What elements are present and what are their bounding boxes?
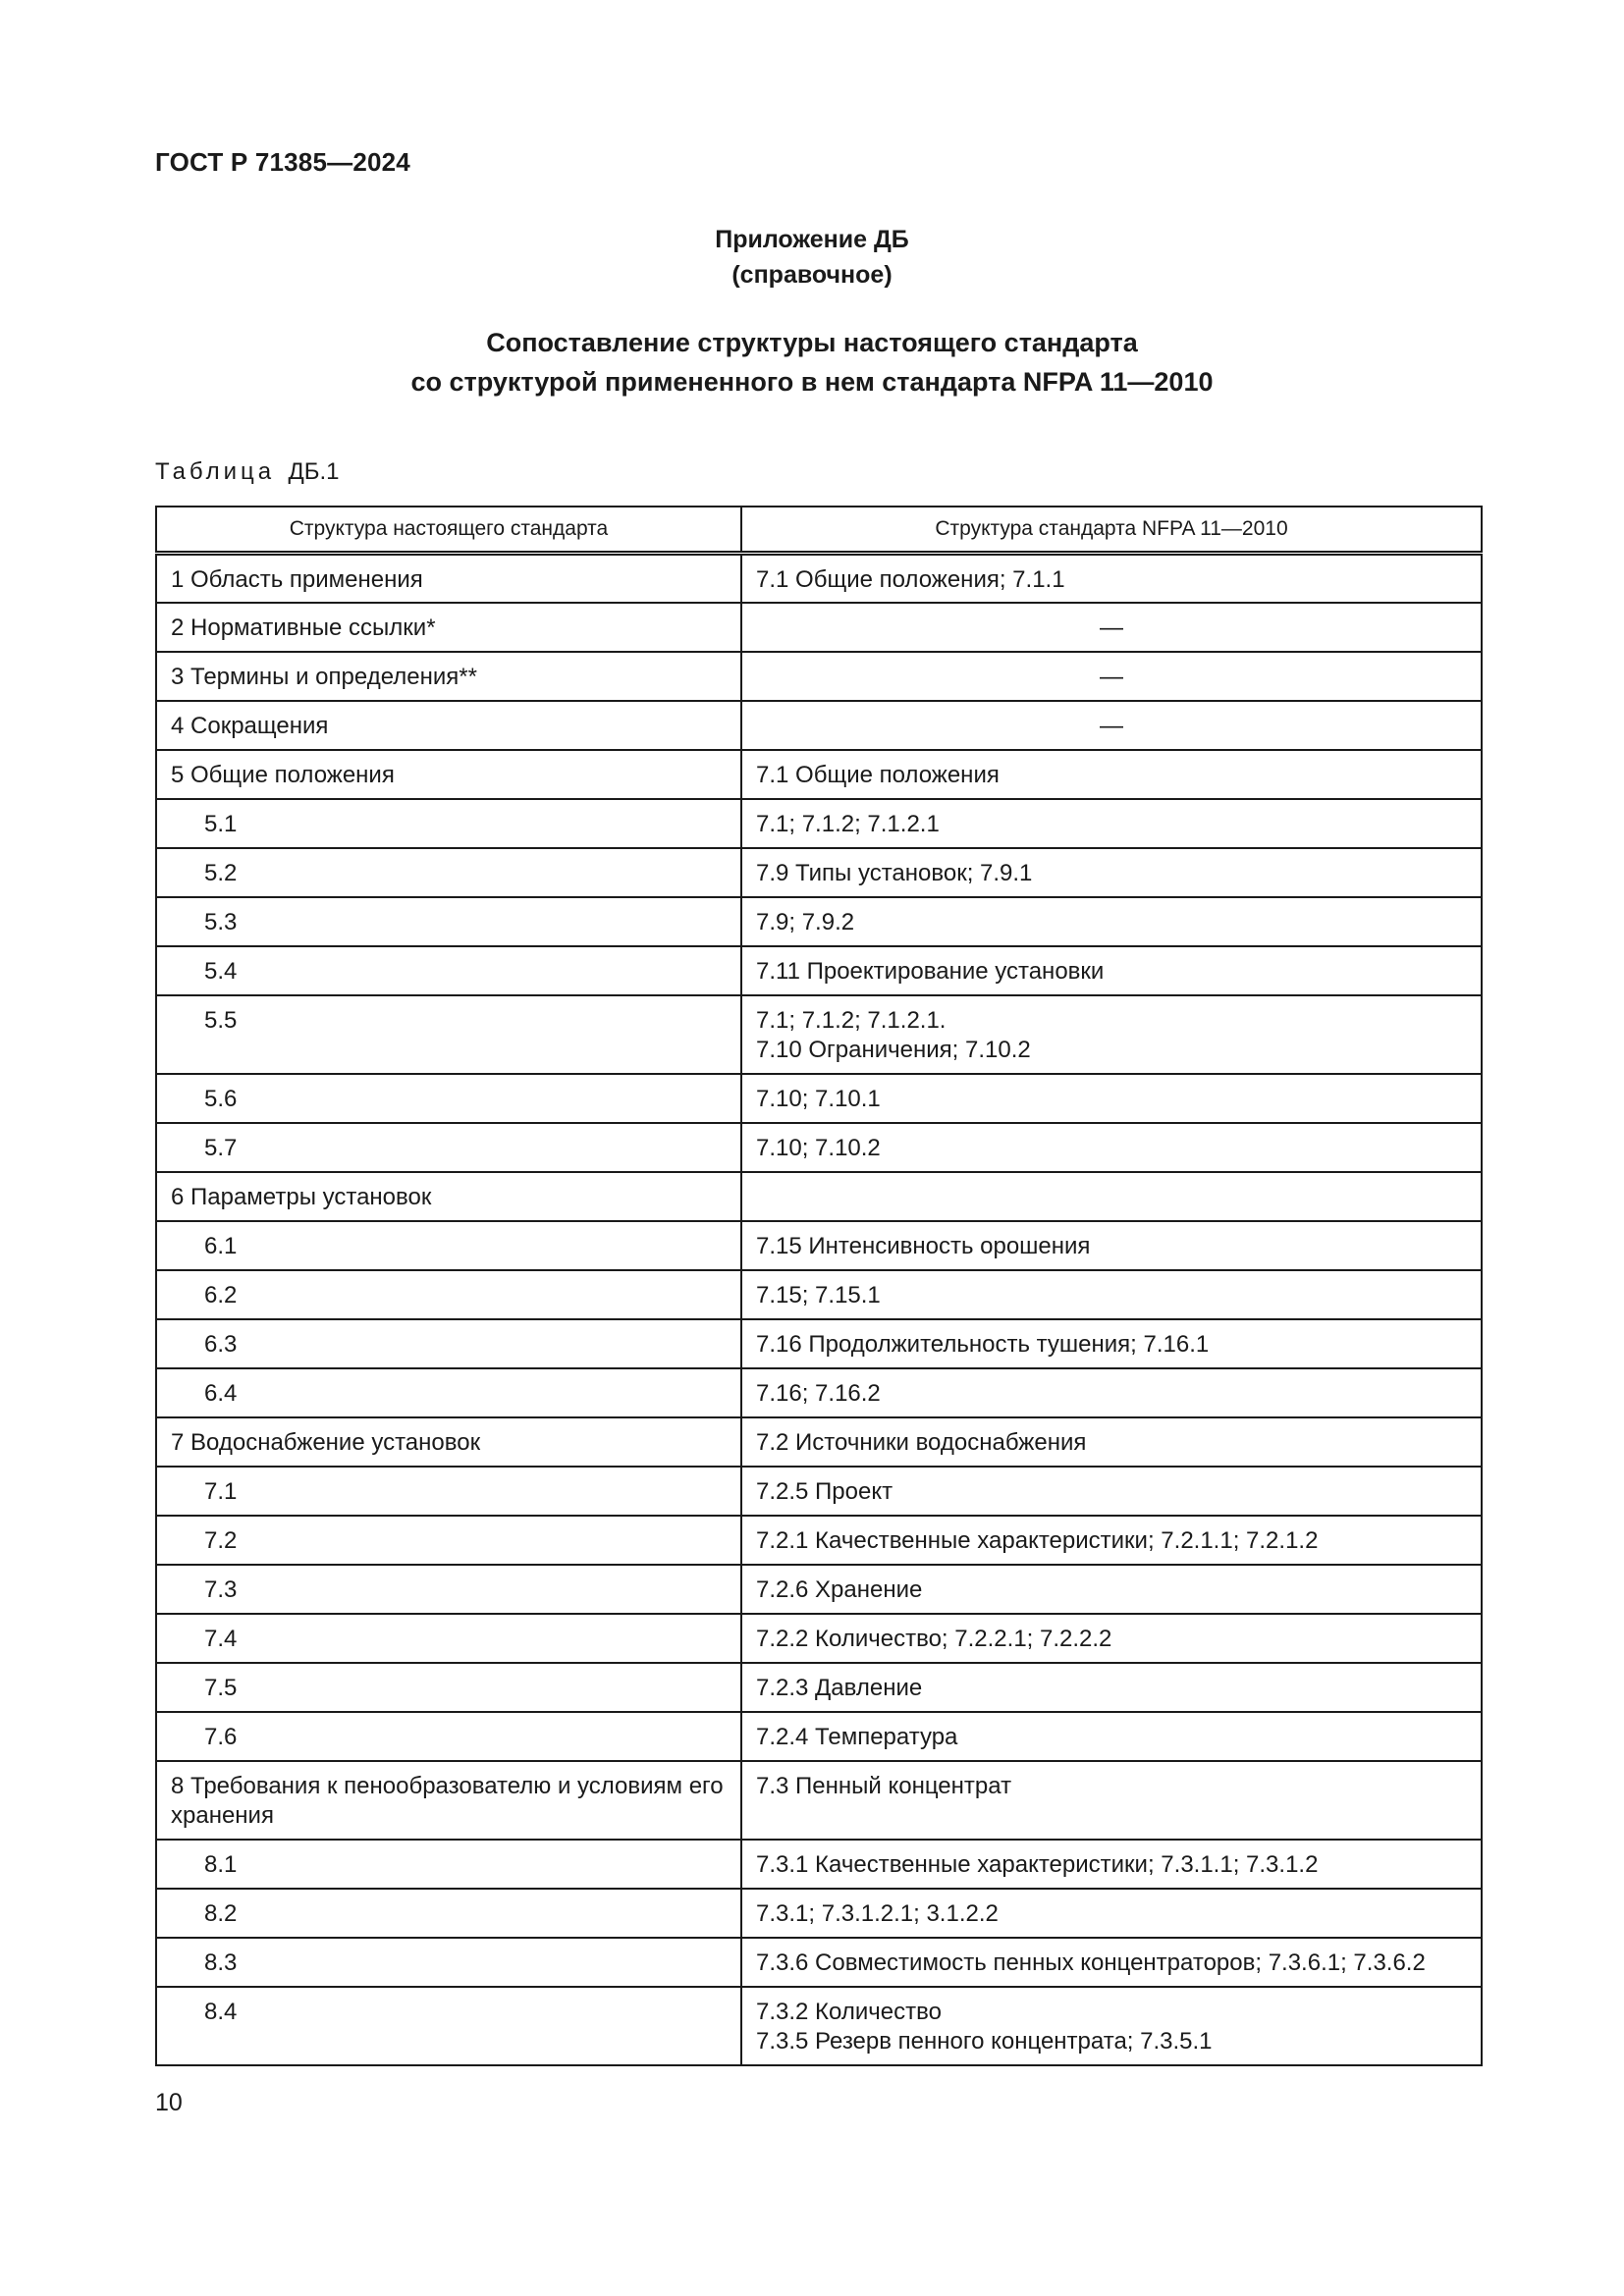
- cell-nfpa-standard: [741, 1987, 1482, 2065]
- cell-nfpa-standard: [741, 848, 1482, 897]
- cell-current-standard: 7.1: [156, 1467, 741, 1516]
- cell-line: 7.1 Общие положения: [756, 761, 1000, 788]
- cell-line: 7.3.1; 7.3.1.2.1; 3.1.2.2: [756, 1899, 999, 1927]
- cell-line: 7.2.4 Температура: [756, 1723, 958, 1750]
- cell-line: 7.2 Источники водоснабжения: [756, 1428, 1087, 1456]
- cell-line: 7.2.6 Хранение: [756, 1575, 923, 1603]
- cell-nfpa-standard: [741, 799, 1482, 848]
- table-row: [156, 1938, 1482, 1987]
- cell-current-standard: 8.3: [156, 1938, 741, 1987]
- cell-current-standard: 7.5: [156, 1663, 741, 1712]
- cell-line: 7.2.2 Количество; 7.2.2.1; 7.2.2.2: [756, 1625, 1112, 1652]
- cell-line: 7.2.3 Давление: [756, 1674, 923, 1701]
- table-body: [156, 554, 1482, 2065]
- cell-line: 7.11 Проектирование установки: [756, 957, 1105, 985]
- cell-nfpa-standard: [741, 701, 1482, 750]
- table-row: [156, 1516, 1482, 1565]
- cell-current-standard: 3 Термины и определения**: [156, 652, 741, 701]
- cell-current-standard: 5.4: [156, 946, 741, 995]
- cell-current-standard: 5.7: [156, 1123, 741, 1172]
- cell-nfpa-standard: [741, 1123, 1482, 1172]
- cell-line: 7.1; 7.1.2; 7.1.2.1: [756, 810, 940, 837]
- cell-line: —: [1100, 614, 1123, 641]
- cell-line: 7.3.6 Совместимость пенных концентраторов; 7.3.6.1; 7.3.6.2: [756, 1949, 1426, 1976]
- table-row: [156, 701, 1482, 750]
- table-row: [156, 1712, 1482, 1761]
- table-row: [156, 1123, 1482, 1172]
- cell-current-standard: 1 Область применения: [156, 554, 741, 603]
- column-header-current-standard: Структура настоящего стандарта: [156, 507, 741, 554]
- cell-nfpa-standard: [741, 652, 1482, 701]
- appendix-kind: (справочное): [731, 261, 893, 289]
- cell-nfpa-standard: [741, 1417, 1482, 1467]
- cell-nfpa-standard: [741, 1467, 1482, 1516]
- table-row: [156, 1417, 1482, 1467]
- cell-line: 7.2.5 Проект: [756, 1477, 893, 1505]
- cell-current-standard: 5.6: [156, 1074, 741, 1123]
- cell-nfpa-standard: [741, 1319, 1482, 1368]
- cell-current-standard: 6.2: [156, 1270, 741, 1319]
- cell-line: 7.15; 7.15.1: [756, 1281, 881, 1308]
- cell-current-standard: 7.3: [156, 1565, 741, 1614]
- table-row: [156, 603, 1482, 652]
- cell-line: 7.10; 7.10.2: [756, 1134, 881, 1161]
- cell-line: —: [1100, 663, 1123, 690]
- cell-nfpa-standard: [741, 995, 1482, 1074]
- table-row: [156, 1889, 1482, 1938]
- table-row: [156, 946, 1482, 995]
- cell-nfpa-standard: [741, 1663, 1482, 1712]
- cell-line: 7.1; 7.1.2; 7.1.2.1.: [756, 1006, 947, 1034]
- cell-line: 7.2.1 Качественные характеристики; 7.2.1.1; 7.2.1.2: [756, 1526, 1319, 1554]
- table-row: [156, 1987, 1482, 2065]
- cell-nfpa-standard: [741, 1761, 1482, 1840]
- cell-nfpa-standard: [741, 750, 1482, 799]
- cell-nfpa-standard: [741, 1712, 1482, 1761]
- table-row: [156, 897, 1482, 946]
- cell-nfpa-standard: [741, 1368, 1482, 1417]
- table-row: [156, 750, 1482, 799]
- table-row: [156, 1221, 1482, 1270]
- table-row: [156, 1840, 1482, 1889]
- cell-current-standard: 6.3: [156, 1319, 741, 1368]
- cell-nfpa-standard: [741, 1614, 1482, 1663]
- table-row: [156, 1270, 1482, 1319]
- cell-line: 7.10; 7.10.1: [756, 1085, 881, 1112]
- table-caption-word: Таблица: [155, 458, 276, 485]
- heading-line-1: Сопоставление структуры настоящего стандарта: [486, 328, 1138, 357]
- cell-nfpa-standard: [741, 1516, 1482, 1565]
- cell-current-standard: 7.4: [156, 1614, 741, 1663]
- cell-current-standard: 6.4: [156, 1368, 741, 1417]
- table-caption-number: ДБ.1: [288, 458, 340, 485]
- table-caption: [155, 458, 339, 486]
- cell-nfpa-standard: [741, 1172, 1482, 1221]
- cell-line: —: [1100, 712, 1123, 739]
- cell-nfpa-standard: [741, 603, 1482, 652]
- cell-nfpa-standard: [741, 1270, 1482, 1319]
- cell-line: 7.3 Пенный концентрат: [756, 1772, 1012, 1799]
- table-row: [156, 799, 1482, 848]
- table-row: [156, 1565, 1482, 1614]
- cell-nfpa-standard: [741, 1889, 1482, 1938]
- cell-line: 7.16 Продолжительность тушения; 7.16.1: [756, 1330, 1210, 1358]
- cell-nfpa-standard: [741, 897, 1482, 946]
- cell-current-standard: 4 Сокращения: [156, 701, 741, 750]
- cell-current-standard: 5.5: [156, 995, 741, 1074]
- cell-line: 7.16; 7.16.2: [756, 1379, 881, 1407]
- table-row: [156, 1319, 1482, 1368]
- column-header-nfpa-standard: Структура стандарта NFPA 11—2010: [741, 507, 1482, 554]
- cell-nfpa-standard: [741, 1938, 1482, 1987]
- cell-current-standard: 5.2: [156, 848, 741, 897]
- table-row: [156, 1368, 1482, 1417]
- cell-line: 7.1 Общие положения; 7.1.1: [756, 566, 1065, 593]
- structure-comparison-table: [155, 506, 1483, 2066]
- cell-current-standard: 8.4: [156, 1987, 741, 2065]
- table-row: [156, 554, 1482, 603]
- cell-current-standard: 7.6: [156, 1712, 741, 1761]
- cell-current-standard: 5 Общие положения: [156, 750, 741, 799]
- cell-nfpa-standard: [741, 946, 1482, 995]
- cell-line: 7.3.1 Качественные характеристики; 7.3.1.1; 7.3.1.2: [756, 1850, 1319, 1878]
- table-header-row: [156, 507, 1482, 554]
- cell-current-standard: 8.1: [156, 1840, 741, 1889]
- table-row: [156, 995, 1482, 1074]
- cell-line: 7.3.2 Количество: [756, 1998, 942, 2025]
- table-row: [156, 1074, 1482, 1123]
- cell-nfpa-standard: [741, 1221, 1482, 1270]
- cell-current-standard: 5.1: [156, 799, 741, 848]
- document-code: ГОСТ Р 71385—2024: [155, 147, 410, 177]
- table-row: [156, 1467, 1482, 1516]
- cell-current-standard: 8 Требования к пенообразователю и условиям его хранения: [156, 1761, 741, 1840]
- cell-current-standard: 5.3: [156, 897, 741, 946]
- table-row: [156, 1172, 1482, 1221]
- table-row: [156, 1663, 1482, 1712]
- cell-line: 7.9 Типы установок; 7.9.1: [756, 859, 1033, 886]
- cell-current-standard: 6.1: [156, 1221, 741, 1270]
- cell-line: 7.9; 7.9.2: [756, 908, 855, 935]
- table-row: [156, 848, 1482, 897]
- page-number: 10: [155, 2089, 183, 2116]
- cell-nfpa-standard: [741, 1565, 1482, 1614]
- table-row: [156, 652, 1482, 701]
- heading-line-2: со структурой примененного в нем стандарта NFPA 11—2010: [410, 367, 1214, 397]
- appendix-title: Приложение ДБ: [715, 226, 909, 253]
- cell-current-standard: 7 Водоснабжение установок: [156, 1417, 741, 1467]
- cell-current-standard: 2 Нормативные ссылки*: [156, 603, 741, 652]
- cell-nfpa-standard: [741, 554, 1482, 603]
- table-row: [156, 1761, 1482, 1840]
- cell-line: 7.10 Ограничения; 7.10.2: [756, 1036, 1031, 1063]
- cell-nfpa-standard: [741, 1840, 1482, 1889]
- cell-nfpa-standard: [741, 1074, 1482, 1123]
- table-row: [156, 1614, 1482, 1663]
- cell-current-standard: 6 Параметры установок: [156, 1172, 741, 1221]
- cell-line: 7.15 Интенсивность орошения: [756, 1232, 1091, 1259]
- cell-current-standard: 8.2: [156, 1889, 741, 1938]
- cell-line: 7.3.5 Резерв пенного концентрата; 7.3.5.1: [756, 2027, 1213, 2055]
- cell-current-standard: 7.2: [156, 1516, 741, 1565]
